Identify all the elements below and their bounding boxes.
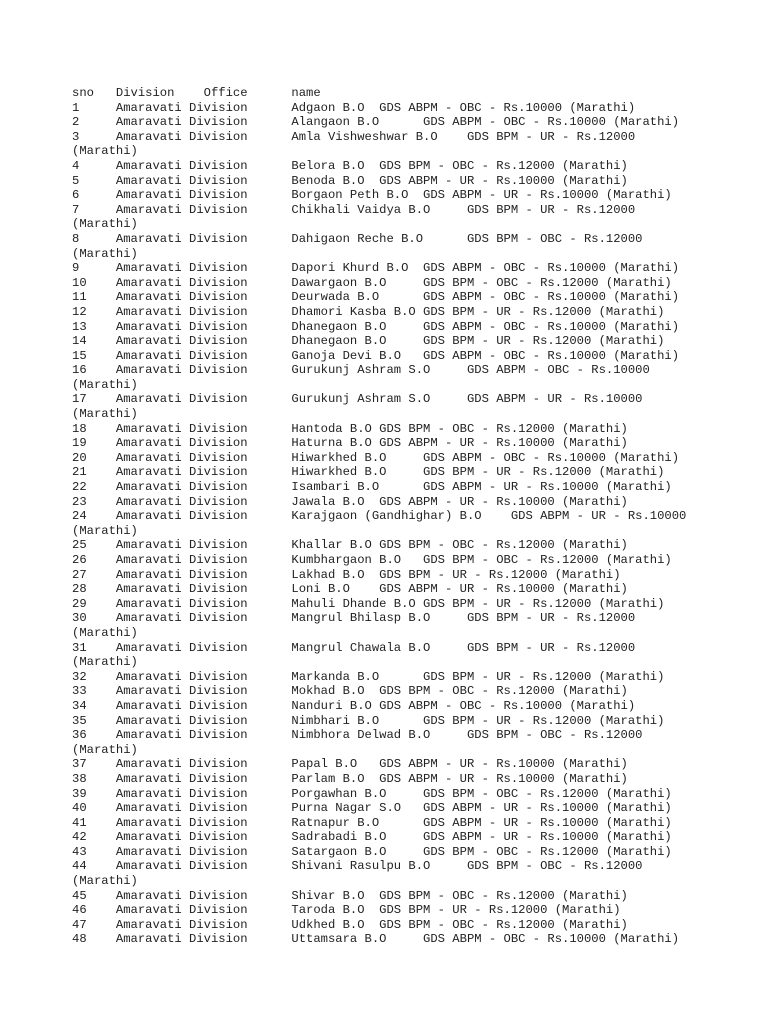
- text-line: 41 Amaravati Division Ratnapur B.O GDS ABPM - UR - Rs.10000 (Marathi): [72, 815, 672, 830]
- text-line: 24 Amaravati Division Karajgaon (Gandhighar) B.O GDS ABPM - UR - Rs.10000: [72, 509, 687, 524]
- text-line: 17 Amaravati Division Gurukunj Ashram S.O GDS ABPM - UR - Rs.10000: [72, 392, 643, 407]
- text-line: 37 Amaravati Division Papal B.O GDS ABPM - UR - Rs.10000 (Marathi): [72, 757, 628, 772]
- text-line: (Marathi): [72, 246, 138, 261]
- text-line: 45 Amaravati Division Shivar B.O GDS BPM - OBC - Rs.12000 (Marathi): [72, 888, 628, 903]
- text-line: 30 Amaravati Division Mangrul Bhilasp B.O GDS BPM - UR - Rs.12000: [72, 611, 636, 626]
- text-line: 14 Amaravati Division Dhanegaon B.O GDS BPM - UR - Rs.12000 (Marathi): [72, 334, 665, 349]
- text-line: (Marathi): [72, 217, 138, 232]
- text-line: 26 Amaravati Division Kumbhargaon B.O GDS BPM - OBC - Rs.12000 (Marathi): [72, 553, 672, 567]
- text-line: 42 Amaravati Division Sadrabadi B.O GDS ABPM - UR - Rs.10000 (Marathi): [72, 830, 672, 845]
- text-line: 27 Amaravati Division Lakhad B.O GDS BPM - UR - Rs.12000 (Marathi): [72, 567, 621, 582]
- text-line: 3 Amaravati Division Amla Vishweshwar B.O GDS BPM - UR - Rs.12000: [72, 129, 636, 144]
- text-line: 4 Amaravati Division Belora B.O GDS BPM - OBC - Rs.12000 (Marathi): [72, 158, 628, 173]
- text-line: 29 Amaravati Division Mahuli Dhande B.O GDS BPM - UR - Rs.12000 (Marathi): [72, 596, 665, 611]
- text-line: 25 Amaravati Division Khallar B.O GDS BPM - OBC - Rs.12000 (Marathi): [72, 538, 628, 553]
- text-line: 40 Amaravati Division Purna Nagar S.O GDS ABPM - UR - Rs.10000 (Marathi): [72, 801, 672, 816]
- text-line: 34 Amaravati Division Nanduri B.O GDS ABPM - OBC - Rs.10000 (Marathi): [72, 698, 636, 713]
- text-line: 7 Amaravati Division Chikhali Vaidya B.O GDS BPM - UR - Rs.12000: [72, 202, 636, 217]
- text-line: 47 Amaravati Division Udkhed B.O GDS BPM - OBC - Rs.12000 (Marathi): [72, 917, 628, 932]
- text-line: 19 Amaravati Division Haturna B.O GDS ABPM - UR - Rs.10000 (Marathi): [72, 436, 628, 451]
- text-line: (Marathi): [72, 625, 138, 640]
- text-line: 39 Amaravati Division Porgawhan B.O GDS BPM - OBC - Rs.12000 (Marathi): [72, 786, 672, 801]
- text-line: 9 Amaravati Division Dapori Khurd B.O GDS ABPM - OBC - Rs.10000 (Marathi): [72, 261, 680, 276]
- text-line: (Marathi): [72, 742, 138, 757]
- text-line: 15 Amaravati Division Ganoja Devi B.O GDS ABPM - OBC - Rs.10000 (Marathi): [72, 348, 680, 363]
- text-line: 48 Amaravati Division Uttamsara B.O GDS ABPM - OBC - Rs.10000 (Marathi): [72, 932, 680, 947]
- text-line: 16 Amaravati Division Gurukunj Ashram S.O GDS ABPM - OBC - Rs.10000: [72, 363, 650, 378]
- text-line: 5 Amaravati Division Benoda B.O GDS ABPM - UR - Rs.10000 (Marathi): [72, 173, 628, 188]
- text-line: 36 Amaravati Division Nimbhora Delwad B.O GDS BPM - OBC - Rs.12000: [72, 728, 643, 743]
- text-line: 10 Amaravati Division Dawargaon B.O GDS BPM - OBC - Rs.12000 (Marathi): [72, 275, 672, 290]
- text-line: 33 Amaravati Division Mokhad B.O GDS BPM - OBC - Rs.12000 (Marathi): [72, 684, 628, 699]
- text-line: (Marathi): [72, 407, 138, 422]
- text-line: 21 Amaravati Division Hiwarkhed B.O GDS BPM - UR - Rs.12000 (Marathi): [72, 465, 665, 480]
- text-line: 18 Amaravati Division Hantoda B.O GDS BPM - OBC - Rs.12000 (Marathi): [72, 421, 628, 436]
- text-line: (Marathi): [72, 144, 138, 159]
- text-line: 13 Amaravati Division Dhanegaon B.O GDS ABPM - OBC - Rs.10000 (Marathi): [72, 319, 680, 334]
- text-line: (Marathi): [72, 523, 138, 538]
- text-line: 8 Amaravati Division Dahigaon Reche B.O GDS BPM - OBC - Rs.12000: [72, 231, 643, 246]
- text-line: 23 Amaravati Division Jawala B.O GDS ABPM - UR - Rs.10000 (Marathi): [72, 494, 628, 509]
- text-line: (Marathi): [72, 655, 138, 670]
- text-line: 31 Amaravati Division Mangrul Chawala B.O GDS BPM - UR - Rs.12000: [72, 640, 636, 655]
- text-line: 46 Amaravati Division Taroda B.O GDS BPM - UR - Rs.12000 (Marathi): [72, 903, 621, 918]
- text-line: 6 Amaravati Division Borgaon Peth B.O GDS ABPM - UR - Rs.10000 (Marathi): [72, 188, 672, 203]
- text-line: 35 Amaravati Division Nimbhari B.O GDS BPM - UR - Rs.12000 (Marathi): [72, 713, 665, 728]
- text-line: 11 Amaravati Division Deurwada B.O GDS ABPM - OBC - Rs.10000 (Marathi): [72, 290, 680, 305]
- text-line: 32 Amaravati Division Markanda B.O GDS BPM - UR - Rs.12000 (Marathi): [72, 669, 665, 684]
- text-line: 43 Amaravati Division Satargaon B.O GDS BPM - OBC - Rs.12000 (Marathi): [72, 844, 672, 859]
- text-line: 2 Amaravati Division Alangaon B.O GDS ABPM - OBC - Rs.10000 (Marathi): [72, 115, 680, 130]
- text-line: 28 Amaravati Division Loni B.O GDS ABPM - UR - Rs.10000 (Marathi): [72, 582, 628, 597]
- text-line: 12 Amaravati Division Dhamori Kasba B.O GDS BPM - UR - Rs.12000 (Marathi): [72, 304, 665, 319]
- text-line: 44 Amaravati Division Shivani Rasulpu B.O GDS BPM - OBC - Rs.12000: [72, 859, 643, 874]
- header-row: sno Division Office name: [72, 86, 321, 100]
- text-line: (Marathi): [72, 874, 138, 889]
- text-line: 20 Amaravati Division Hiwarkhed B.O GDS ABPM - OBC - Rs.10000 (Marathi): [72, 450, 680, 465]
- text-line: (Marathi): [72, 377, 138, 392]
- document-text: [72, 86, 732, 947]
- text-line: 22 Amaravati Division Isambari B.O GDS ABPM - UR - Rs.10000 (Marathi): [72, 480, 672, 495]
- text-line: 38 Amaravati Division Parlam B.O GDS ABPM - UR - Rs.10000 (Marathi): [72, 771, 628, 786]
- text-line: 1 Amaravati Division Adgaon B.O GDS ABPM - OBC - Rs.10000 (Marathi): [72, 100, 636, 115]
